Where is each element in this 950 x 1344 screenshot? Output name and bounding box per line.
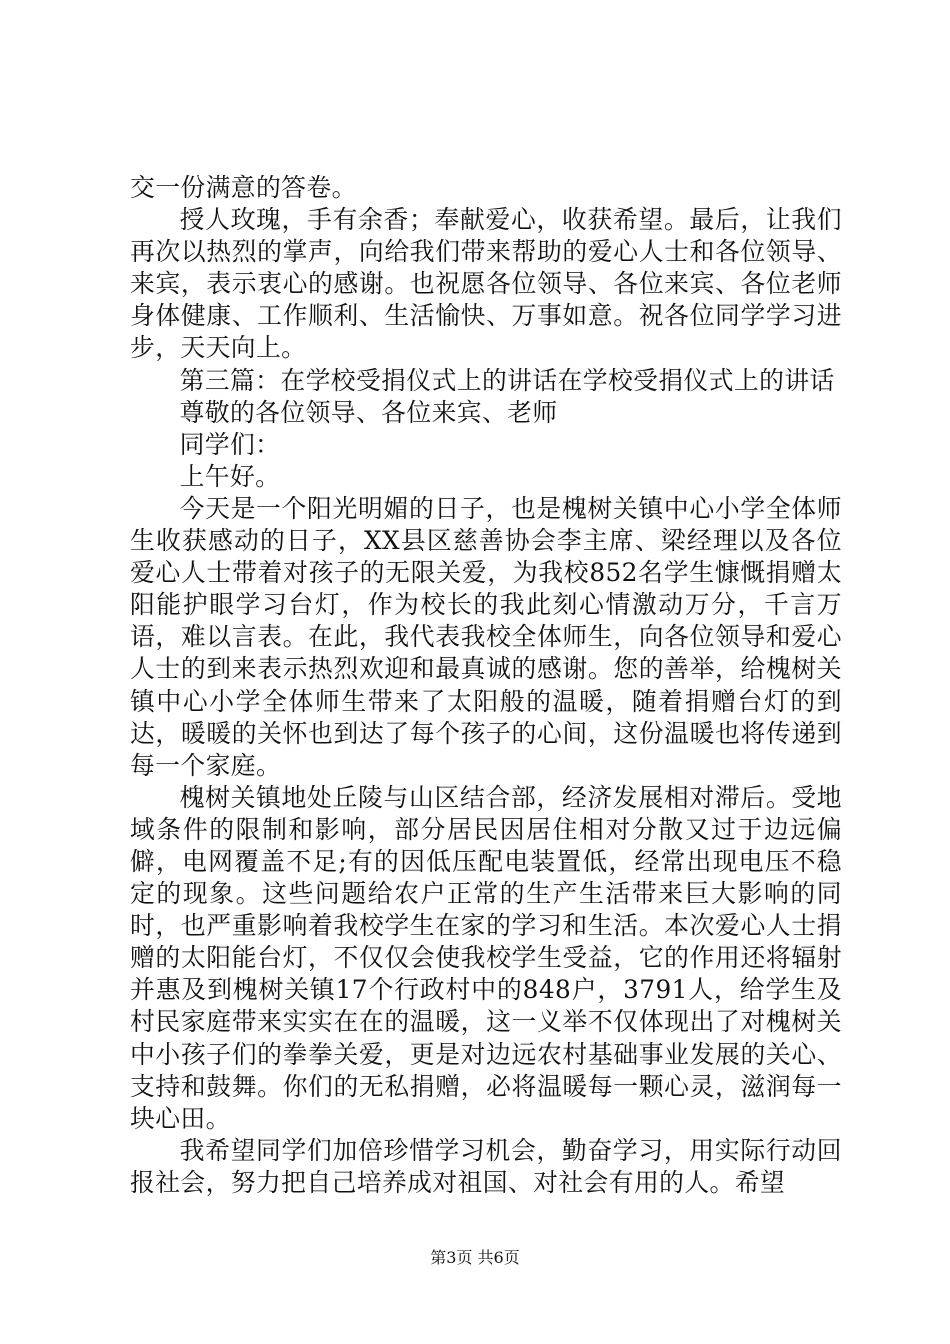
paragraph-2: 授人玫瑰，手有余香；奉献爱心，收获希望。最后，让我们再次以热烈的掌声，向给我们带来帮助的爱心人士和各位领导、来宾，表示衷心的感谢。也祝愿各位领导、各位来宾、各位老师身体健康、工作顺利、生活愉快、万事如意。祝各位同学学习进步，天天向上。 (130, 205, 842, 363)
section-heading: 第三篇：在学校受捐仪式上的讲话在学校受捐仪式上的讲话 (179, 365, 835, 395)
page-number-footer: 第3页 共6页 (430, 1248, 520, 1267)
salutation-line: 尊敬的各位领导、各位来宾、老师 (179, 397, 558, 427)
paragraph-8: 槐树关镇地处丘陵与山区结合部，经济发展相对滞后。受地域条件的限制和影响，部分居民因居住相对分散又过于边远偏僻，电网覆盖不足;有的因低压配电装置低，经常出现电压不稳定的现象。这些问题给农户正常的生产生活带来巨大影响的同时，也严重影响着我校学生在家的学习和生活。本次爱心人士捐赠的太阳能台灯，不仅仅会使我校学生受益，它的作用还将辐射并惠及到槐树关镇17个行政村中的848户，3791人，给学生及村民家庭带来实实在在的温暖，这一义举不仅体现出了对槐树关中小孩子们的拳拳关爱，更是对边远农村基础事业发展的关心、支持和鼓舞。你们的无私捐赠，必将温暖每一颗心灵，滋润每一块心田。 (130, 782, 842, 1133)
greeting-line: 上午好。 (179, 461, 281, 491)
document-body (130, 172, 842, 1199)
paragraph-7: 今天是一个阳光明媚的日子，也是槐树关镇中心小学全体师生收获感动的日子，XX县区慈善协会李主席、梁经理以及各位爱心人士带着对孩子的无限关爱，为我校852名学生慷慨捐赠太阳能护眼学习台灯，作为校长的我此刻心情激动万分，千言万语，难以言表。在此，我代表我校全体师生，向各位领导和爱心人士的到来表示热烈欢迎和最真诚的感谢。您的善举，给槐树关镇中心小学全体师生带来了太阳般的温暖，随着捐赠台灯的到达，暖暖的关怀也到达了每个孩子的心间，这份温暖也将传递到每一个家庭。 (130, 493, 842, 780)
paragraph-9: 我希望同学们加倍珍惜学习机会，勤奋学习，用实际行动回报社会，努力把自己培养成对祖国、对社会有用的人。希望 (130, 1135, 842, 1197)
salutation-students: 同学们： (179, 429, 281, 459)
paragraph-1: 交一份满意的答卷。 (130, 173, 357, 202)
